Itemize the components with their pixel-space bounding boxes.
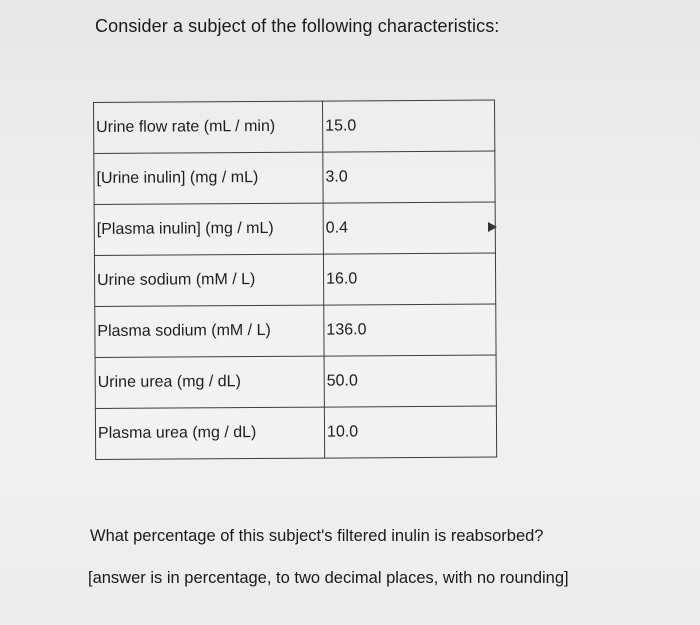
row-value: 136.0 [324,304,496,356]
table-row [95,304,496,357]
pointer-arrow-icon [488,222,497,232]
row-label: Urine urea (mg / dL) [95,356,324,408]
answer-instructions: [answer is in percentage, to two decimal places, with no rounding] [88,569,569,587]
row-value: 50.0 [324,355,496,407]
characteristics-table [93,100,497,460]
table-row [94,100,495,153]
table-row [95,355,496,408]
row-value: 16.0 [323,253,495,305]
question-text: What percentage of this subject's filtered inulin is reabsorbed? [90,527,544,545]
table-row [94,151,495,204]
row-value: 0.4 [323,202,495,254]
table-row [94,253,495,306]
table-row [94,202,495,255]
row-label: [Plasma inulin] (mg / mL) [94,203,323,255]
row-value: 10.0 [324,406,496,458]
row-value: 15.0 [322,100,494,152]
page-heading: Consider a subject of the following characteristics: [95,16,500,36]
row-label: Plasma sodium (mM / L) [95,305,324,357]
row-value: 3.0 [323,151,495,203]
row-label: Urine flow rate (mL / min) [94,101,323,153]
table-row [95,406,496,459]
row-label: Plasma urea (mg / dL) [95,407,324,459]
row-label: [Urine inulin] (mg / mL) [94,152,323,204]
row-label: Urine sodium (mM / L) [94,254,323,306]
